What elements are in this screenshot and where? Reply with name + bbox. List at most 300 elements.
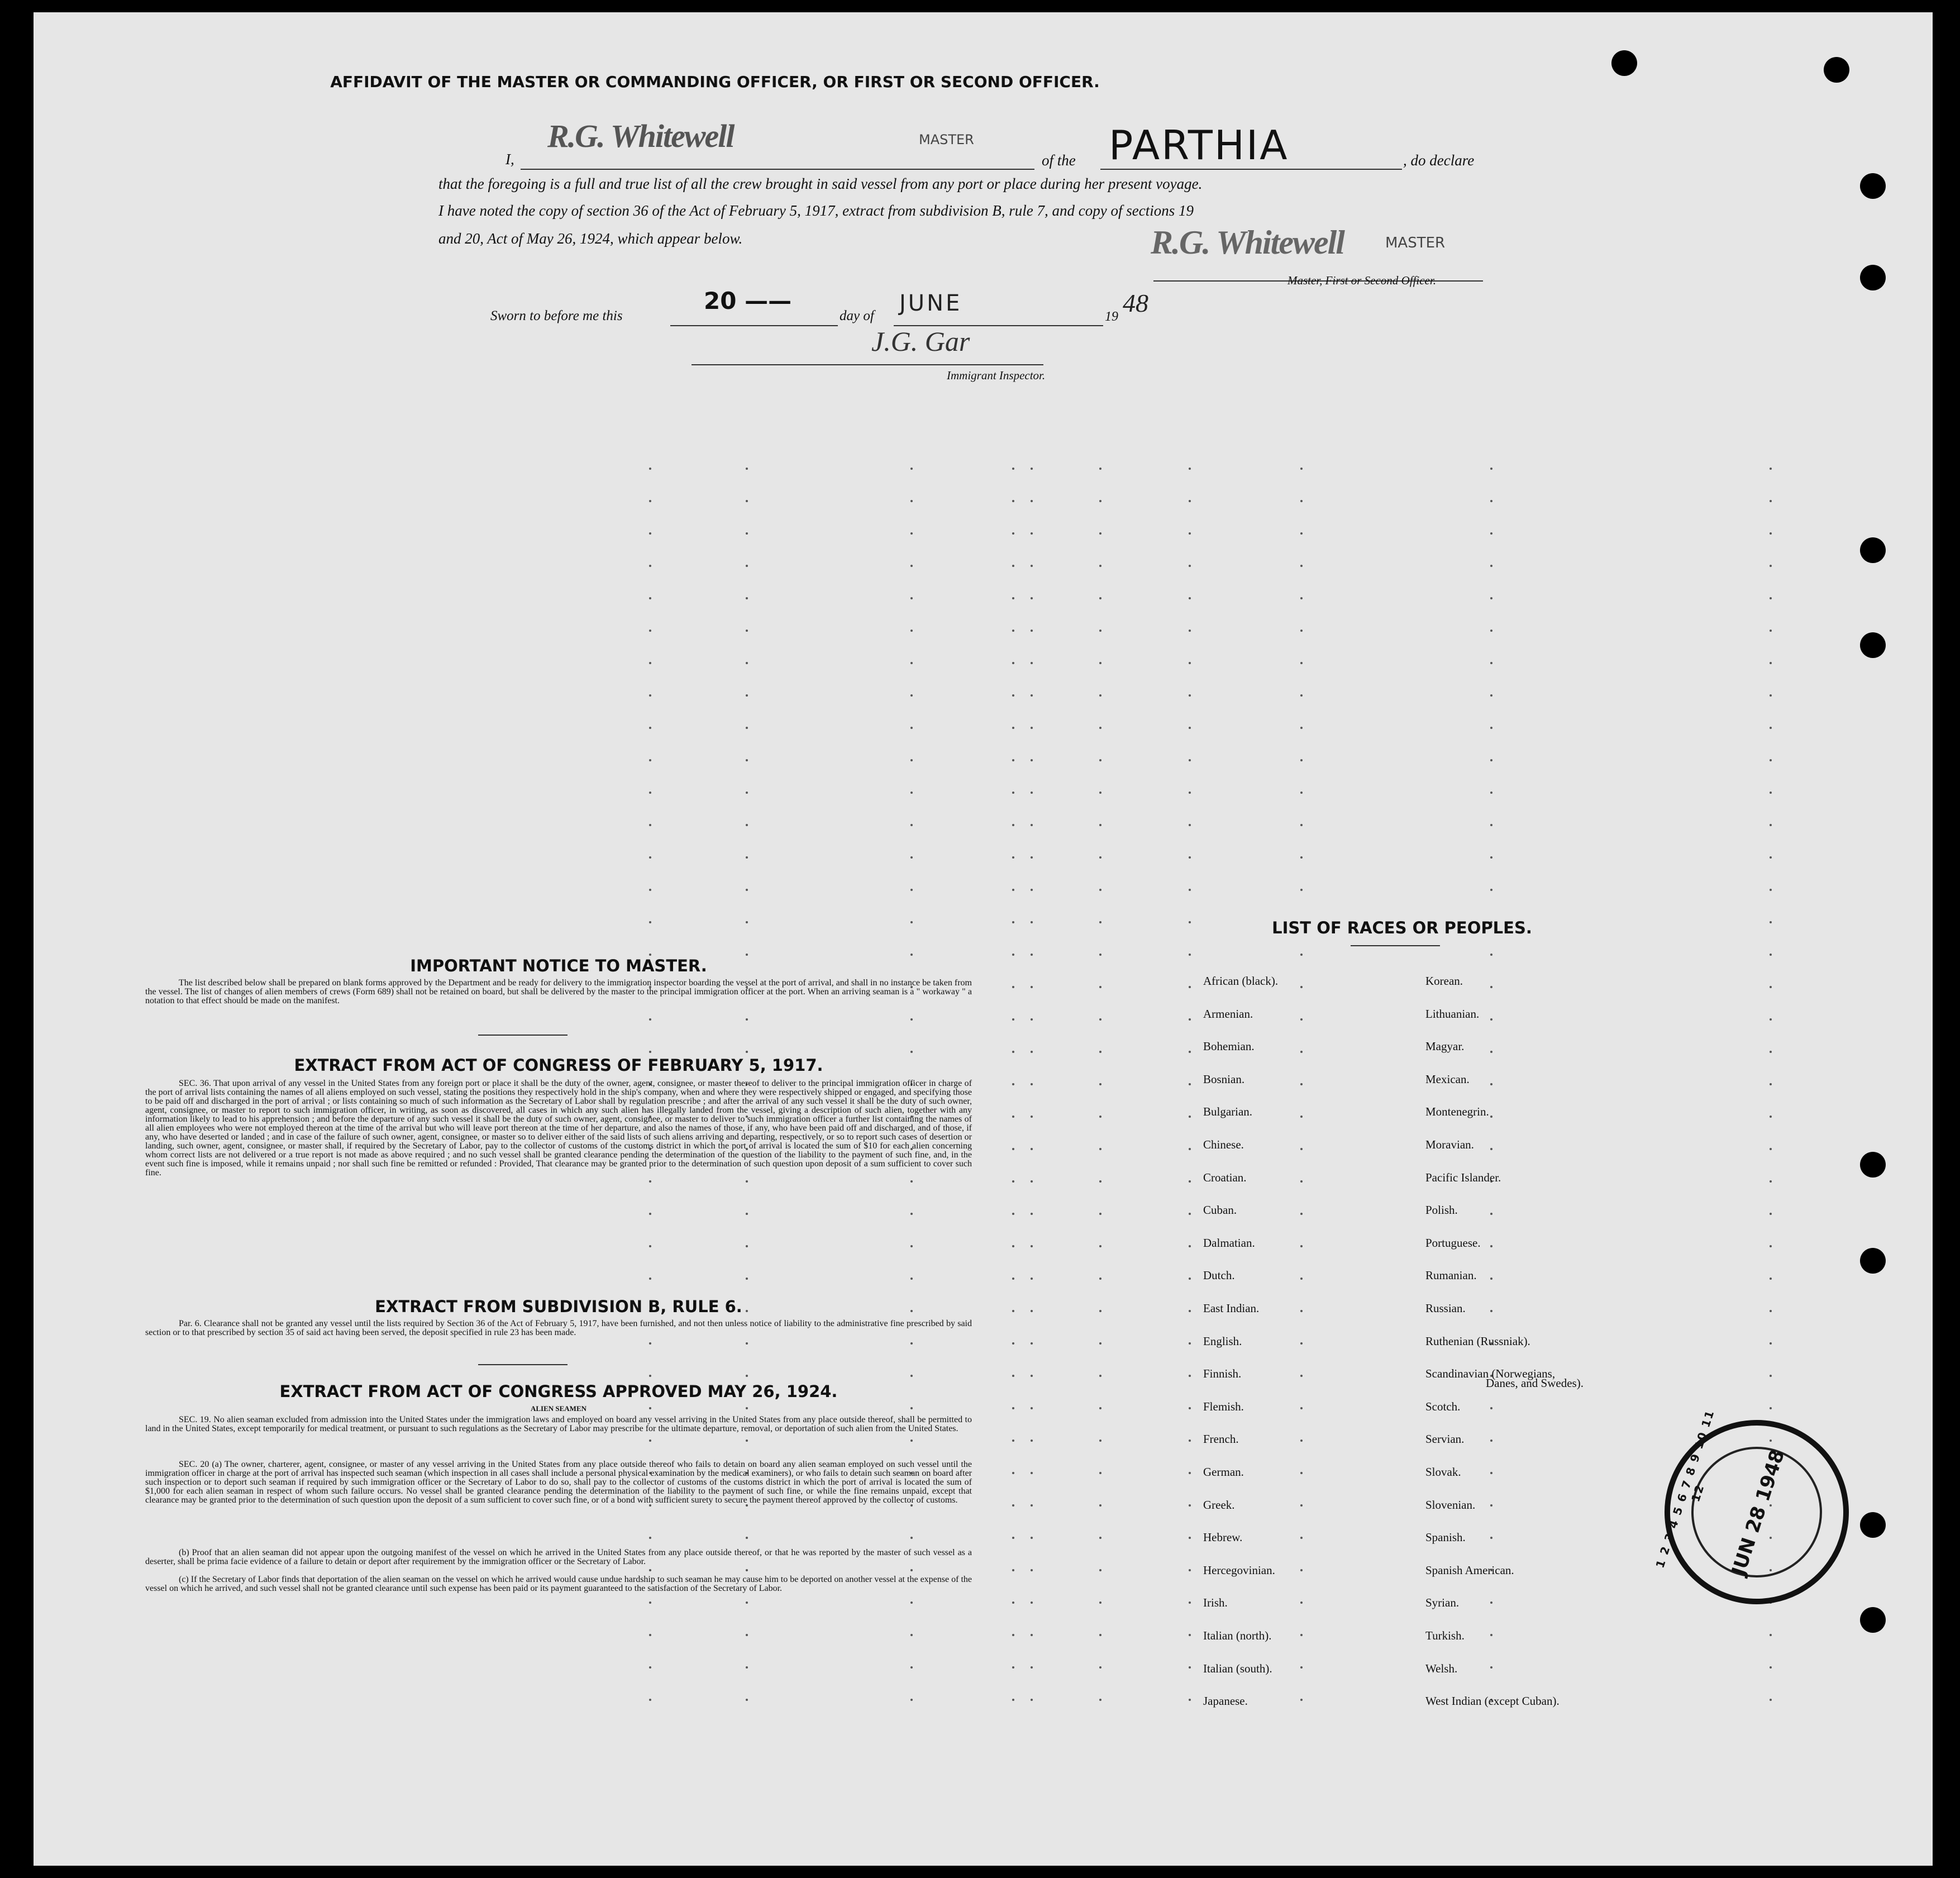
form-dot [1300, 1278, 1303, 1280]
race-item: Flemish. [1203, 1399, 1244, 1413]
form-dot [1012, 694, 1014, 697]
form-dot [746, 468, 748, 470]
form-dot [1300, 630, 1303, 632]
form-dot [1031, 954, 1033, 956]
form-dot [1012, 1601, 1014, 1604]
race-item: Bohemian. [1203, 1040, 1255, 1054]
form-dot [1099, 1407, 1101, 1409]
form-dot [1770, 468, 1772, 470]
form-dot [1770, 694, 1772, 697]
form-dot [1490, 759, 1492, 761]
form-dot [1099, 986, 1101, 988]
form-dot [1490, 1018, 1492, 1021]
form-dot [649, 792, 651, 794]
scandinavian-continuation: Danes, and Swedes). [1486, 1376, 1584, 1390]
form-dot [1770, 1180, 1772, 1183]
form-dot [1300, 1310, 1303, 1312]
form-dot [1099, 856, 1101, 859]
form-dot [1189, 500, 1191, 502]
form-dot [910, 1180, 913, 1183]
form-dot [1189, 856, 1191, 859]
form-dot [1770, 1342, 1772, 1345]
form-dot [1300, 1440, 1303, 1442]
form-dot [910, 1440, 913, 1442]
form-dot [1031, 694, 1033, 697]
form-dot [1031, 856, 1033, 859]
form-dot [910, 824, 913, 826]
form-dot [1031, 1116, 1033, 1118]
form-dot [1189, 1504, 1191, 1507]
form-dot [1770, 1245, 1772, 1247]
form-dot [1189, 1116, 1191, 1118]
form-dot [910, 662, 913, 664]
form-dot [1012, 662, 1014, 664]
race-item: Bosnian. [1203, 1072, 1245, 1086]
form-dot [746, 1051, 748, 1053]
date-stamp [1641, 1396, 1873, 1628]
form-dot [1490, 1601, 1492, 1604]
form-dot [1031, 1569, 1033, 1571]
form-dot [1300, 1180, 1303, 1183]
sworn-label: Sworn to before me this [490, 308, 623, 323]
form-dot [1031, 500, 1033, 502]
form-dot [746, 1666, 748, 1669]
form-dot [1770, 856, 1772, 859]
form-dot [1031, 532, 1033, 535]
document-page [34, 12, 1933, 1866]
form-dot [1031, 986, 1033, 988]
form-dot [1770, 630, 1772, 632]
form-dot [1189, 1342, 1191, 1345]
form-dot [649, 921, 651, 923]
race-item: Irish. [1203, 1596, 1228, 1610]
form-dot [1189, 1666, 1191, 1669]
affidavit-line-4: and 20, Act of May 26, 1924, which appear below. [438, 230, 743, 247]
form-dot [649, 1180, 651, 1183]
form-dot [1189, 1083, 1191, 1085]
form-dot [1189, 1440, 1191, 1442]
race-item: Mexican. [1425, 1072, 1470, 1086]
form-dot [1490, 727, 1492, 729]
punch-hole [1860, 1152, 1886, 1178]
form-dot [1012, 727, 1014, 729]
form-dot [1012, 1472, 1014, 1474]
form-dot [1770, 986, 1772, 988]
form-dot [1012, 1148, 1014, 1150]
race-item: Welsh. [1425, 1661, 1458, 1675]
form-dot [1189, 1569, 1191, 1571]
race-item: Moravian. [1425, 1138, 1474, 1151]
form-dot [1300, 1018, 1303, 1021]
punch-hole [1824, 57, 1849, 83]
form-dot [1012, 1504, 1014, 1507]
form-dot [1189, 1601, 1191, 1604]
race-item: Korean. [1425, 974, 1463, 988]
form-dot [1189, 1180, 1191, 1183]
form-dot [1099, 1699, 1101, 1701]
form-dot [1770, 500, 1772, 502]
form-dot [1099, 954, 1101, 956]
form-dot [1490, 1504, 1492, 1507]
form-dot [1031, 1148, 1033, 1150]
race-item: Rumanian. [1425, 1269, 1477, 1283]
form-dot [649, 662, 651, 664]
form-dot [910, 468, 913, 470]
form-dot [1770, 1278, 1772, 1280]
form-dot [649, 532, 651, 535]
form-dot [1099, 921, 1101, 923]
form-dot [1189, 1310, 1191, 1312]
form-dot [1490, 792, 1492, 794]
form-dot [1099, 532, 1101, 535]
form-dot [1300, 1634, 1303, 1636]
form-dot [1770, 662, 1772, 664]
form-dot [1189, 468, 1191, 470]
officer-signature: R.G. Whitewell [1151, 224, 1344, 261]
affidavit-line-3: I have noted the copy of section 36 of the Act of February 5, 1917, extract from subdivision B, rule 7, and copy of sections 19 [438, 202, 1194, 219]
form-dot [1031, 1666, 1033, 1669]
form-dot [1300, 1051, 1303, 1053]
form-dot [1300, 1083, 1303, 1085]
form-dot [1770, 1148, 1772, 1150]
form-dot [1770, 921, 1772, 923]
sec-20c: (c) If the Secretary of Labor finds that deportation of the alien seaman on the vessel on which he arrived would cause undue hardship to such seaman he may cause him to be deported on another vessel at the expense of the vessel on which he arrived, and such vessel shall not be granted clearance until such expense has been paid or its payment guaranteed to the satisfaction of the Secretary of Labor. [145, 1575, 972, 1593]
punch-hole [1860, 265, 1886, 290]
divider [478, 1364, 568, 1365]
form-dot [1770, 792, 1772, 794]
form-dot [1012, 1051, 1014, 1053]
form-dot [1300, 954, 1303, 956]
form-dot [649, 1537, 651, 1539]
form-dot [1490, 630, 1492, 632]
form-dot [910, 630, 913, 632]
race-item: Magyar. [1425, 1040, 1465, 1054]
form-dot [1031, 468, 1033, 470]
form-dot [910, 759, 913, 761]
sec-19: SEC. 19. No alien seaman excluded from admission into the United States under the immigration laws and employed on board any vessel arriving in the United States from any place outside thereof, shall be permitted to land in the United States, except temporarily for medical treatment, or pursuant to such regulations as the Secretary of Labor may prescribe for the ultimate departure, removal, or deportation of such alien from the United States. [145, 1415, 972, 1433]
form-dot [649, 1569, 651, 1571]
form-dot [1012, 468, 1014, 470]
form-dot [1099, 468, 1101, 470]
form-dot [1189, 662, 1191, 664]
form-dot [1300, 856, 1303, 859]
form-dot [649, 759, 651, 761]
form-dot [1770, 1083, 1772, 1085]
form-dot [1189, 759, 1191, 761]
form-dot [1189, 1407, 1191, 1409]
form-dot [746, 727, 748, 729]
form-dot [1099, 1310, 1101, 1312]
form-dot [1770, 889, 1772, 891]
form-dot [649, 1018, 651, 1021]
affidavit-title: AFFIDAVIT OF THE MASTER OR COMMANDING OFFICER, OR FIRST OR SECOND OFFICER. [330, 73, 1100, 91]
vessel-name: PARTHIA [1109, 122, 1289, 169]
form-dot [1031, 1537, 1033, 1539]
form-dot [1300, 1116, 1303, 1118]
form-dot [649, 1213, 651, 1215]
form-dot [1012, 1375, 1014, 1377]
form-dot [1189, 532, 1191, 535]
form-dot [1099, 1375, 1101, 1377]
form-dot [1770, 1116, 1772, 1118]
form-dot [1012, 856, 1014, 859]
race-item: Hebrew. [1203, 1531, 1243, 1545]
form-dot [1490, 694, 1492, 697]
form-dot [746, 565, 748, 567]
form-dot [1490, 468, 1492, 470]
form-dot [746, 630, 748, 632]
form-dot [1490, 856, 1492, 859]
form-dot [746, 597, 748, 599]
form-dot [649, 630, 651, 632]
form-dot [1300, 565, 1303, 567]
form-dot [1099, 1537, 1101, 1539]
form-dot [649, 856, 651, 859]
form-dot [1490, 1051, 1492, 1053]
form-dot [1300, 1601, 1303, 1604]
form-dot [1300, 1342, 1303, 1345]
form-dot [1099, 1569, 1101, 1571]
form-dot [1490, 500, 1492, 502]
form-dot [649, 1245, 651, 1247]
form-dot [1490, 889, 1492, 891]
form-dot [1031, 1504, 1033, 1507]
form-dot [1770, 954, 1772, 956]
form-dot [649, 565, 651, 567]
form-dot [1189, 1634, 1191, 1636]
form-dot [1031, 1472, 1033, 1474]
form-dot [1300, 1504, 1303, 1507]
form-dot [1490, 1278, 1492, 1280]
form-dot [910, 792, 913, 794]
form-dot [1770, 1051, 1772, 1053]
form-dot [1189, 565, 1191, 567]
form-dot [1012, 1440, 1014, 1442]
form-dot [746, 1180, 748, 1183]
race-item: Bulgarian. [1203, 1105, 1253, 1119]
race-item: Italian (north). [1203, 1629, 1272, 1642]
divider [1351, 945, 1440, 946]
punch-hole [1860, 173, 1886, 199]
extract-1917-title: EXTRACT FROM ACT OF CONGRESS OF FEBRUARY 5, 1917. [294, 1056, 823, 1075]
form-dot [1031, 1699, 1033, 1701]
form-dot [1099, 1634, 1101, 1636]
race-item: East Indian. [1203, 1302, 1260, 1315]
form-dot [910, 1342, 913, 1345]
form-dot [1770, 565, 1772, 567]
form-dot [1300, 662, 1303, 664]
affidavit-line-2: that the foregoing is a full and true list of all the crew brought in said vessel from any port or place during her present voyage. [438, 175, 1203, 192]
form-dot [1300, 1472, 1303, 1474]
race-item: Dutch. [1203, 1269, 1235, 1283]
form-dot [649, 1375, 651, 1377]
race-item: Hercegovinian. [1203, 1563, 1275, 1577]
race-item: Servian. [1425, 1432, 1465, 1446]
race-item: Slovak. [1425, 1465, 1461, 1479]
sec-20a: SEC. 20 (a) The owner, charterer, agent, consignee, or master of any vessel arriving in the United States from any place outside thereof who fails to detain on board any alien seaman employed on such vessel until the immigration officer in charge at the port of arrival has inspected such seaman (which inspection in all cases shall include a personal physical examination by the medical examiners), or who fails to detain such seaman on board after such inspection or to deport such seaman if required by such immigration officer or the Secretary of Labor to do so, shall pay to the collector of customs of the customs district in which the port of arrival is located the sum of $1,000 for each alien seaman in respect of whom such failure occurs. No vessel shall be granted clearance pending the determination of the liability to the payment of such fine, or while the fine remains unpaid, except that clearance may be granted prior to the determination of such question upon the deposit of a sum sufficient to cover such fine, or of a bond with sufficient surety to secure the payment thereof approved by the collector of customs. [145, 1460, 972, 1505]
punch-hole [1860, 537, 1886, 563]
race-item: Croatian. [1203, 1170, 1247, 1184]
form-dot [910, 1537, 913, 1539]
form-dot [1490, 662, 1492, 664]
day-value: 20 —— [704, 287, 792, 314]
form-dot [910, 565, 913, 567]
form-dot [1189, 1148, 1191, 1150]
form-dot [1300, 727, 1303, 729]
form-dot [1012, 1018, 1014, 1021]
form-dot [1490, 1537, 1492, 1539]
form-dot [910, 856, 913, 859]
form-dot [649, 1601, 651, 1604]
form-dot [746, 694, 748, 697]
form-dot [1031, 727, 1033, 729]
form-dot [1031, 1083, 1033, 1085]
stamp-digits: 1 2 3 4 5 6 7 8 9 10 11 12 [1653, 1408, 1717, 1570]
form-dot [910, 1051, 913, 1053]
form-dot [1099, 1666, 1101, 1669]
race-item: Polish. [1425, 1203, 1458, 1217]
form-dot [1770, 1666, 1772, 1669]
form-dot [1770, 1018, 1772, 1021]
stamp-date: JUN 28 1948 [1727, 1447, 1790, 1579]
form-dot [1031, 759, 1033, 761]
form-dot [1031, 1180, 1033, 1183]
race-item: Italian (south). [1203, 1661, 1272, 1675]
form-dot [649, 694, 651, 697]
form-dot [746, 954, 748, 956]
race-item: Slovenian. [1425, 1498, 1476, 1512]
form-dot [1099, 1245, 1101, 1247]
form-dot [746, 1601, 748, 1604]
form-dot [910, 727, 913, 729]
form-dot [1012, 1180, 1014, 1183]
form-dot [1031, 597, 1033, 599]
form-dot [1099, 1472, 1101, 1474]
form-dot [1012, 1213, 1014, 1215]
form-dot [1031, 1310, 1033, 1312]
form-dot [746, 1213, 748, 1215]
form-dot [1031, 630, 1033, 632]
form-dot [910, 1699, 913, 1701]
inspector-caption: Immigrant Inspector. [947, 369, 1046, 382]
form-dot [1012, 986, 1014, 988]
form-dot [1300, 1699, 1303, 1701]
form-dot [1189, 889, 1191, 891]
form-dot [1012, 500, 1014, 502]
form-dot [1189, 986, 1191, 988]
form-dot [1490, 1407, 1492, 1409]
form-dot [1189, 1018, 1191, 1021]
form-dot [1099, 759, 1101, 761]
master-label: MASTER [919, 132, 974, 147]
form-dot [1490, 1083, 1492, 1085]
form-dot [746, 662, 748, 664]
race-item: French. [1203, 1432, 1239, 1446]
form-dot [1031, 824, 1033, 826]
punch-hole [1611, 50, 1637, 76]
form-dot [1012, 1342, 1014, 1345]
race-item: Spanish. [1425, 1531, 1466, 1545]
form-dot [1031, 1213, 1033, 1215]
form-dot [910, 694, 913, 697]
form-dot [1031, 1342, 1033, 1345]
form-dot [1099, 1213, 1101, 1215]
form-dot [1300, 1213, 1303, 1215]
form-dot [1031, 1601, 1033, 1604]
form-dot [1099, 1601, 1101, 1604]
form-dot [1300, 1666, 1303, 1669]
sec-20b: (b) Proof that an alien seaman did not appear upon the outgoing manifest of the vessel on which he arrived in the United States from any place outside thereof, or that he was reported by the master of such vessel as a deserter, shall be prima facie evidence of a failure to detain or deport after requirement by the immigration officer or the Secretary of Labor. [145, 1548, 972, 1566]
race-item: Syrian. [1425, 1596, 1460, 1610]
form-dot [649, 500, 651, 502]
form-dot [746, 1278, 748, 1280]
month-value: JUNE [899, 290, 962, 316]
form-dot [1012, 630, 1014, 632]
form-dot [1012, 1537, 1014, 1539]
form-dot [910, 1213, 913, 1215]
form-dot [1189, 1245, 1191, 1247]
form-dot [1031, 792, 1033, 794]
form-dot [1099, 1116, 1101, 1118]
form-dot [910, 1634, 913, 1636]
extract-rule6-title: EXTRACT FROM SUBDIVISION B, RULE 6. [375, 1297, 742, 1316]
form-dot [1490, 1116, 1492, 1118]
form-dot [1300, 824, 1303, 826]
form-dot [1031, 1440, 1033, 1442]
punch-hole [1860, 1512, 1886, 1538]
form-dot [1770, 824, 1772, 826]
form-dot [649, 597, 651, 599]
form-dot [1099, 565, 1101, 567]
form-dot [1189, 1537, 1191, 1539]
form-dot [1012, 1116, 1014, 1118]
form-dot [1490, 1634, 1492, 1636]
form-dot [746, 500, 748, 502]
form-dot [1012, 1407, 1014, 1409]
form-dot [910, 532, 913, 535]
form-dot [1099, 1180, 1101, 1183]
form-dot [1012, 565, 1014, 567]
form-dot [1031, 889, 1033, 891]
form-dot [1300, 1245, 1303, 1247]
form-dot [1490, 986, 1492, 988]
form-dot [1012, 1310, 1014, 1312]
form-dot [1031, 1018, 1033, 1021]
form-dot [910, 1018, 913, 1021]
race-item: Finnish. [1203, 1367, 1242, 1381]
form-dot [1099, 727, 1101, 729]
form-dot [1490, 1213, 1492, 1215]
notice-title: IMPORTANT NOTICE TO MASTER. [410, 956, 707, 975]
race-item: Turkish. [1425, 1629, 1465, 1642]
inspector-signature: J.G. Gar [871, 326, 970, 357]
form-dot [1012, 1666, 1014, 1669]
affidavit-i: I, [506, 151, 514, 168]
form-dot [1189, 1472, 1191, 1474]
form-dot [746, 759, 748, 761]
form-dot [649, 1051, 651, 1053]
form-dot [1031, 1634, 1033, 1636]
form-dot [1300, 792, 1303, 794]
form-dot [910, 1601, 913, 1604]
of-the-label: of the [1042, 152, 1076, 169]
form-dot [1490, 824, 1492, 826]
master-label-2: MASTER [1385, 235, 1446, 251]
extract-1924-title: EXTRACT FROM ACT OF CONGRESS APPROVED MAY 26, 1924. [279, 1382, 838, 1401]
race-item: Scandinavian (Norwegians, [1425, 1367, 1556, 1381]
form-dot [1490, 532, 1492, 535]
form-dot [746, 1440, 748, 1442]
